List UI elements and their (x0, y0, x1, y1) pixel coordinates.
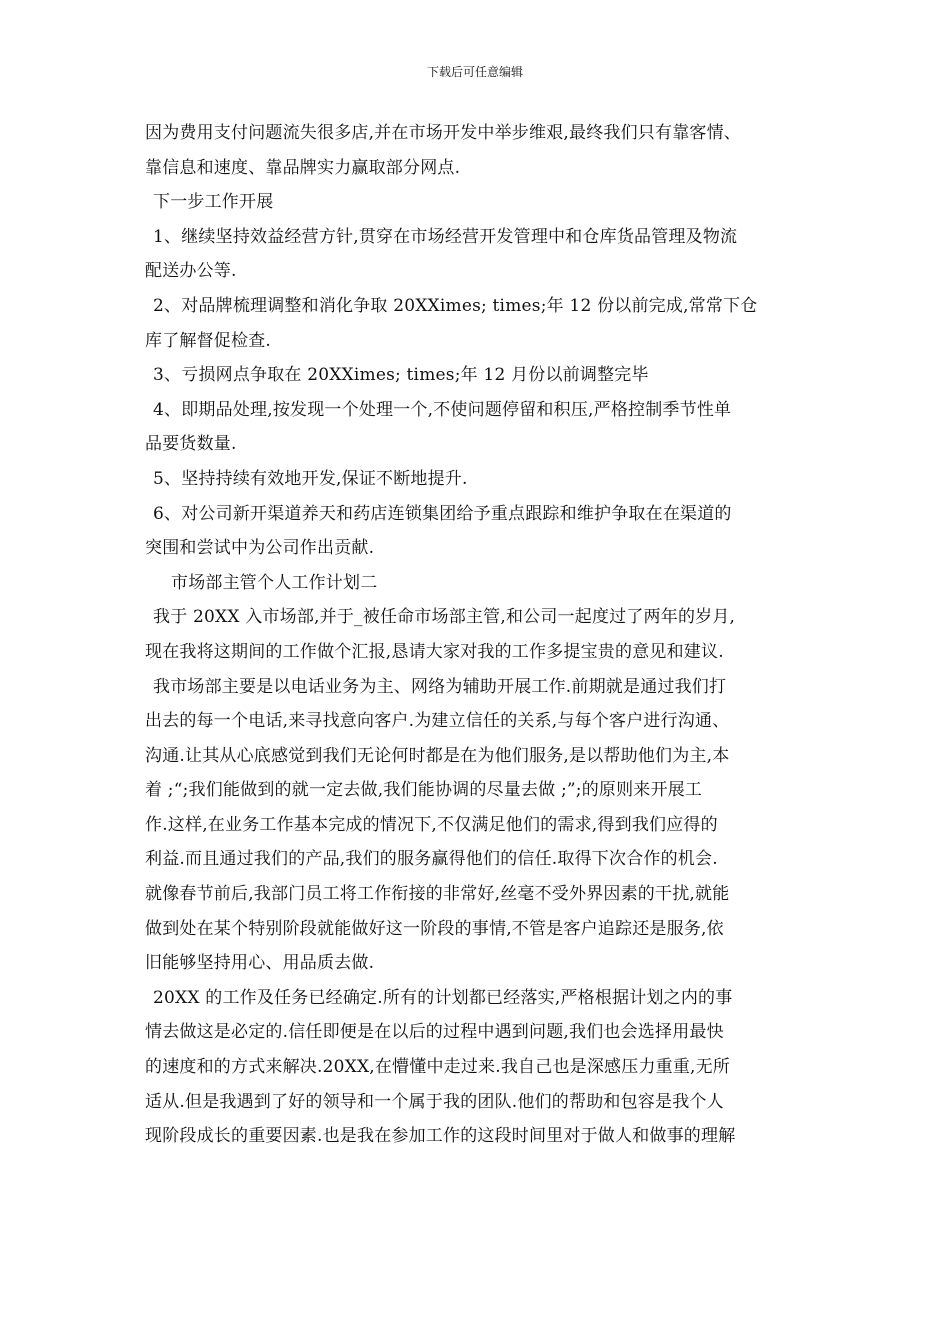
list-item: 2、对品牌梳理调整和消化争取 20XXimes; times;年 12 份以前完成,常常下仓 (153, 295, 758, 316)
text-line: 利益.而且通过我们的产品,我们的服务赢得他们的信任.取得下次合作的机会. (145, 849, 718, 870)
text-line: 现在我将这期间的工作做个汇报,恳请大家对我的工作多提宝贵的意见和建议. (145, 641, 724, 662)
text-line: 配送办公等. (145, 261, 237, 282)
list-item: 3、亏损网点争取在 20XXimes; times;年 12 月份以前调整完毕 (153, 365, 649, 386)
list-item: 6、对公司新开渠道养天和药店连锁集团给予重点跟踪和维护争取在在渠道的 (153, 503, 732, 524)
text-line: 旧能够坚持用心、用品质去做. (145, 953, 375, 974)
list-item: 5、坚持持续有效地开发,保证不断地提升. (153, 468, 468, 489)
text-line: 作.这样,在业务工作基本完成的情况下,不仅满足他们的需求,得到我们应得的 (145, 814, 718, 835)
list-item: 4、即期品处理,按发现一个处理一个,不使问题停留和积压,严格控制季节性单 (153, 399, 732, 420)
list-item: 1、继续坚持效益经营方针,贯穿在市场经营开发管理中和仓库货品管理及物流 (153, 226, 738, 247)
paragraph-start: 我市场部主要是以电话业务为主、网络为辅助开展工作.前期就是通过我们打 (153, 676, 727, 697)
text-line: 库了解督促检查. (145, 330, 272, 351)
page-header: 下载后可任意编辑 (426, 65, 523, 79)
section-title: 市场部主管个人工作计划二 (171, 572, 378, 593)
text-line: 品要货数量. (145, 434, 237, 455)
text-line: 做到处在某个特别阶段就能做好这一阶段的事情,不管是客户追踪还是服务,依 (145, 918, 724, 939)
text-line: 因为费用支付问题流失很多店,并在市场开发中举步维艰,最终我们只有靠客情、 (145, 123, 742, 143)
paragraph-start: 20XX 的工作及任务已经确定.所有的计划都已经落实,严格根据计划之内的事 (153, 987, 733, 1008)
text-line: 沟通.让其从心底感觉到我们无论何时都是在为他们服务,是以帮助他们为主,本 (145, 745, 730, 766)
text-line: 现阶段成长的重要因素.也是我在参加工作的这段时间里对于做人和做事的理解 (145, 1126, 736, 1147)
text-line: 突围和尝试中为公司作出贡献. (145, 538, 375, 559)
text-line: 的速度和的方式来解决.20XX,在懵懂中走过来.我自己也是深感压力重重,无所 (145, 1057, 731, 1078)
text-line: 适从.但是我遇到了好的领导和一个属于我的团队.他们的帮助和包容是我个人 (145, 1091, 724, 1112)
text-line: 着 ;“;我们能做到的就一定去做,我们能协调的尽量去做 ;”;的原则来开展工 (145, 780, 703, 801)
document-body (145, 116, 810, 1154)
section-heading: 下一步工作开展 (153, 192, 274, 213)
text-line: 靠信息和速度、靠品牌实力赢取部分网点. (145, 157, 461, 178)
text-line: 就像春节前后,我部门员工将工作衔接的非常好,丝毫不受外界因素的干扰,就能 (145, 884, 730, 905)
paragraph-start: 我于 20XX 入市场部,并于_被任命市场部主管,和公司一起度过了两年的岁月, (153, 607, 736, 628)
text-line: 出去的每一个电话,来寻找意向客户.为建立信任的关系,与每个客户进行沟通、 (145, 711, 730, 732)
text-line: 情去做这是必定的.信任即便是在以后的过程中遇到问题,我们也会选择用最快 (145, 1022, 724, 1043)
